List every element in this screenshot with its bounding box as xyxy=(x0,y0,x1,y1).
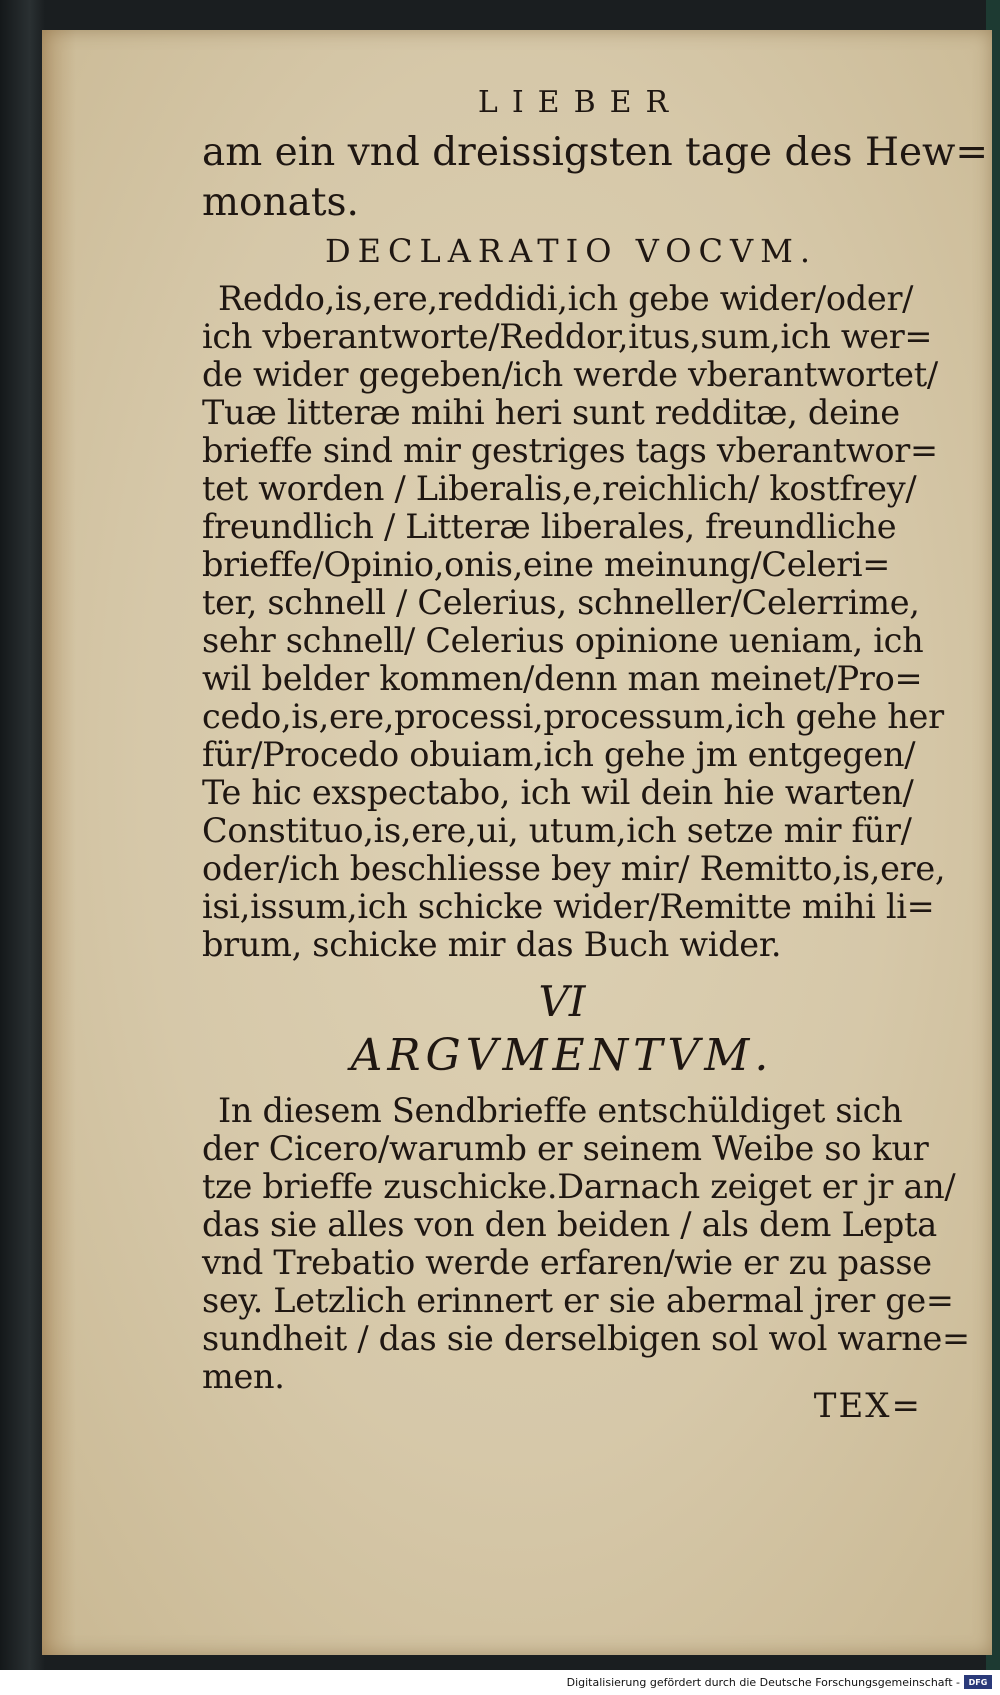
declaratio-paragraph xyxy=(202,279,946,964)
chapter-number: VI xyxy=(538,977,586,1026)
declaratio-line: oder/ich beschliesse bey mir/ Remitto,is,ere, xyxy=(202,849,946,888)
argumentum-line: der Cicero/warumb er seinem Weibe so kur xyxy=(202,1129,929,1168)
declaratio-line: Reddo,is,ere,reddidi,ich gebe wider/oder/ xyxy=(218,279,914,318)
declaratio-line: ich vberantworte/Reddor,itus,sum,ich wer= xyxy=(202,317,933,356)
declaratio-line: Tuæ litteræ mihi heri sunt redditæ, deine xyxy=(202,393,900,432)
declaratio-line: de wider gegeben/ich werde vberantwortet/ xyxy=(202,355,938,394)
argumentum-line: men. xyxy=(202,1357,285,1396)
declaratio-line: cedo,is,ere,processi,processum,ich gehe her xyxy=(202,697,944,736)
argumentum-heading: ARGVMENTVM. xyxy=(350,1030,774,1081)
argumentum-line: tze brieffe zuschicke.Darnach zeiget er jr an/ xyxy=(202,1167,956,1206)
running-head: LIEBER xyxy=(477,85,683,120)
argumentum-line: sundheit / das sie derselbigen sol wol warne= xyxy=(202,1319,970,1358)
declaratio-line: wil belder kommen/denn man meinet/Pro= xyxy=(202,659,923,698)
argumentum-line: vnd Trebatio werde erfaren/wie er zu passe xyxy=(202,1243,932,1282)
book-page xyxy=(42,30,992,1655)
page-text-block xyxy=(202,85,989,1436)
declaratio-line: für/Procedo obuiam,ich gehe jm entgegen/ xyxy=(202,735,916,774)
argumentum-line: sey. Letzlich erinnert er sie abermal jrer ge= xyxy=(202,1281,954,1320)
catchword: TEX= xyxy=(813,1386,922,1426)
intro-paragraph xyxy=(202,128,989,228)
declaratio-line: isi,issum,ich schicke wider/Remitte mihi li= xyxy=(202,887,935,926)
footer-credit: Digitalisierung gefördert durch die Deutsche Forschungsgemeinschaft - xyxy=(566,1676,960,1689)
digitization-footer xyxy=(0,1670,1000,1695)
catchword-row xyxy=(202,1386,922,1436)
declaratio-line: sehr schnell/ Celerius opinione ueniam, ich xyxy=(202,621,924,660)
intro-line: am ein vnd dreissigsten tage des Hew= xyxy=(202,130,989,175)
intro-line: monats. xyxy=(202,180,359,225)
declaratio-line: brieffe sind mir gestriges tags vberantwor= xyxy=(202,431,938,470)
declaratio-heading: DECLARATIO VOCVM. xyxy=(324,232,817,270)
argumentum-paragraph xyxy=(202,1091,970,1396)
dfg-logo-icon: DFG xyxy=(964,1675,992,1689)
declaratio-line: Te hic exspectabo, ich wil dein hie warten/ xyxy=(202,773,914,812)
argumentum-line: In diesem Sendbrieffe entschüldiget sich xyxy=(218,1091,903,1130)
argumentum-line: das sie alles von den beiden / als dem Lepta xyxy=(202,1205,937,1244)
declaratio-line: ter, schnell / Celerius, schneller/Celerrime, xyxy=(202,583,920,622)
declaratio-line: brum, schicke mir das Buch wider. xyxy=(202,925,782,964)
declaratio-line: Constituo,is,ere,ui, utum,ich setze mir für/ xyxy=(202,811,912,850)
declaratio-line: freundlich / Litteræ liberales, freundliche xyxy=(202,507,897,546)
declaratio-line: tet worden / Liberalis,e,reichlich/ kostfrey/ xyxy=(202,469,917,508)
declaratio-line: brieffe/Opinio,onis,eine meinung/Celeri= xyxy=(202,545,891,584)
